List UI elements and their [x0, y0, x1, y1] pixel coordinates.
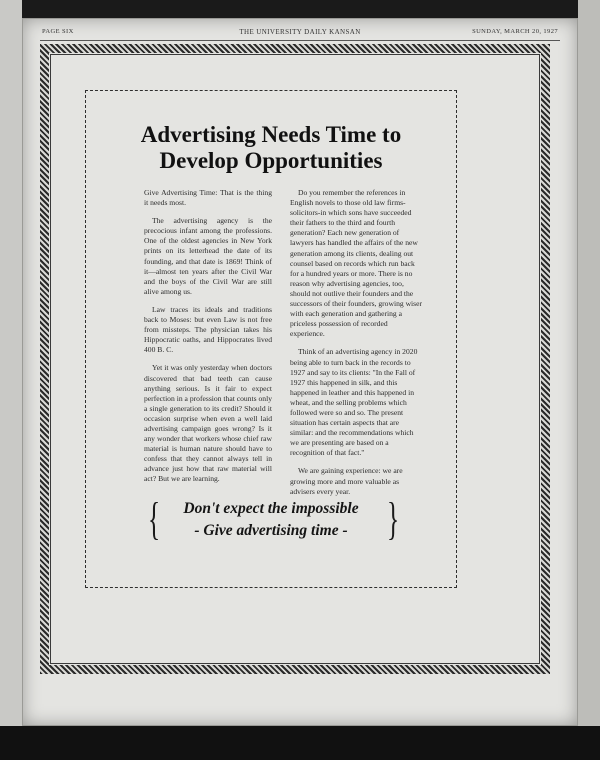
slogan-line-2: - Give advertising time - — [194, 522, 348, 539]
issue-date: SUNDAY, MARCH 20, 1927 — [472, 28, 558, 35]
headline-line-1: Advertising Needs Time to — [140, 122, 402, 147]
paragraph: Yet it was only yesterday when doctors discovered that bad teeth can cause anything serious. Is it fair to expect perfection in a profession that counts only a single generation to its credit? Should it occasion surprise when even a well laid advertising campaign goes wrong? Is it any wonder that workers whose chief raw material is human nature should have to confess that they cannot always tell in advance just how that raw material will act? But we are learning. — [144, 363, 272, 484]
right-brace-ornament: } — [386, 493, 400, 544]
masthead-rule — [40, 40, 560, 41]
paragraph: Give Advertising Time: That is the thing it needs most. — [144, 188, 272, 208]
headline-line-2: Develop Opportunities — [159, 148, 383, 173]
paragraph: We are gaining experience: we are growing more and more valuable as advisers every year. — [290, 466, 403, 496]
scan-margin-right — [578, 0, 600, 726]
left-column — [144, 188, 272, 493]
left-brace-ornament: { — [147, 493, 161, 544]
paragraph: Think of an advertising agency in 2020 being able to turn back in the records to 1927 and say to its clients: "In the Fall of 1927 this happened in silk, and this happened in leather and this happened in wheat, and the selling problems which followed were so and so. The present situation has certain aspects that are similar: and the recommendations which we are presenting are based on a recognition of that fact." — [290, 347, 418, 458]
right-column — [290, 188, 424, 505]
paragraph: Do you remember the references in English novels to those old law firms-solicitors-in which sons have succeeded their fathers to the third and fourth generation? Each new generation of lawyers has handled the affairs of the new generation among its clients, dealing out counsel based on records which run back for a hundred years or more. There is no reason why advertising agencies, too, should not outlive their founders and the successors of their founders, growing wiser with each generation and gathering a priceless possession of recorded experience. — [290, 188, 423, 339]
paragraph: The advertising agency is the precocious infant among the professions. One of the oldest agencies in New York prints on its letterhead the date of its founding, and that date is 1869! Think of it—almost ten years after the Civil War and the boys of the Civil War are still alive among us. — [144, 216, 272, 296]
page-number: PAGE SIX — [42, 28, 74, 35]
paragraph: Law traces its ideals and traditions back to Moses: but even Law is not free from missteps. The physician takes his Hippocratic oaths, and Hippocrates lived 400 B. C. — [144, 304, 272, 355]
slogan-line-1: Don't expect the impossible — [183, 500, 359, 517]
newspaper-title: THE UNIVERSITY DAILY KANSAN — [239, 28, 361, 36]
film-edge — [0, 726, 600, 760]
masthead — [42, 28, 558, 40]
scan-margin-left — [0, 0, 22, 726]
